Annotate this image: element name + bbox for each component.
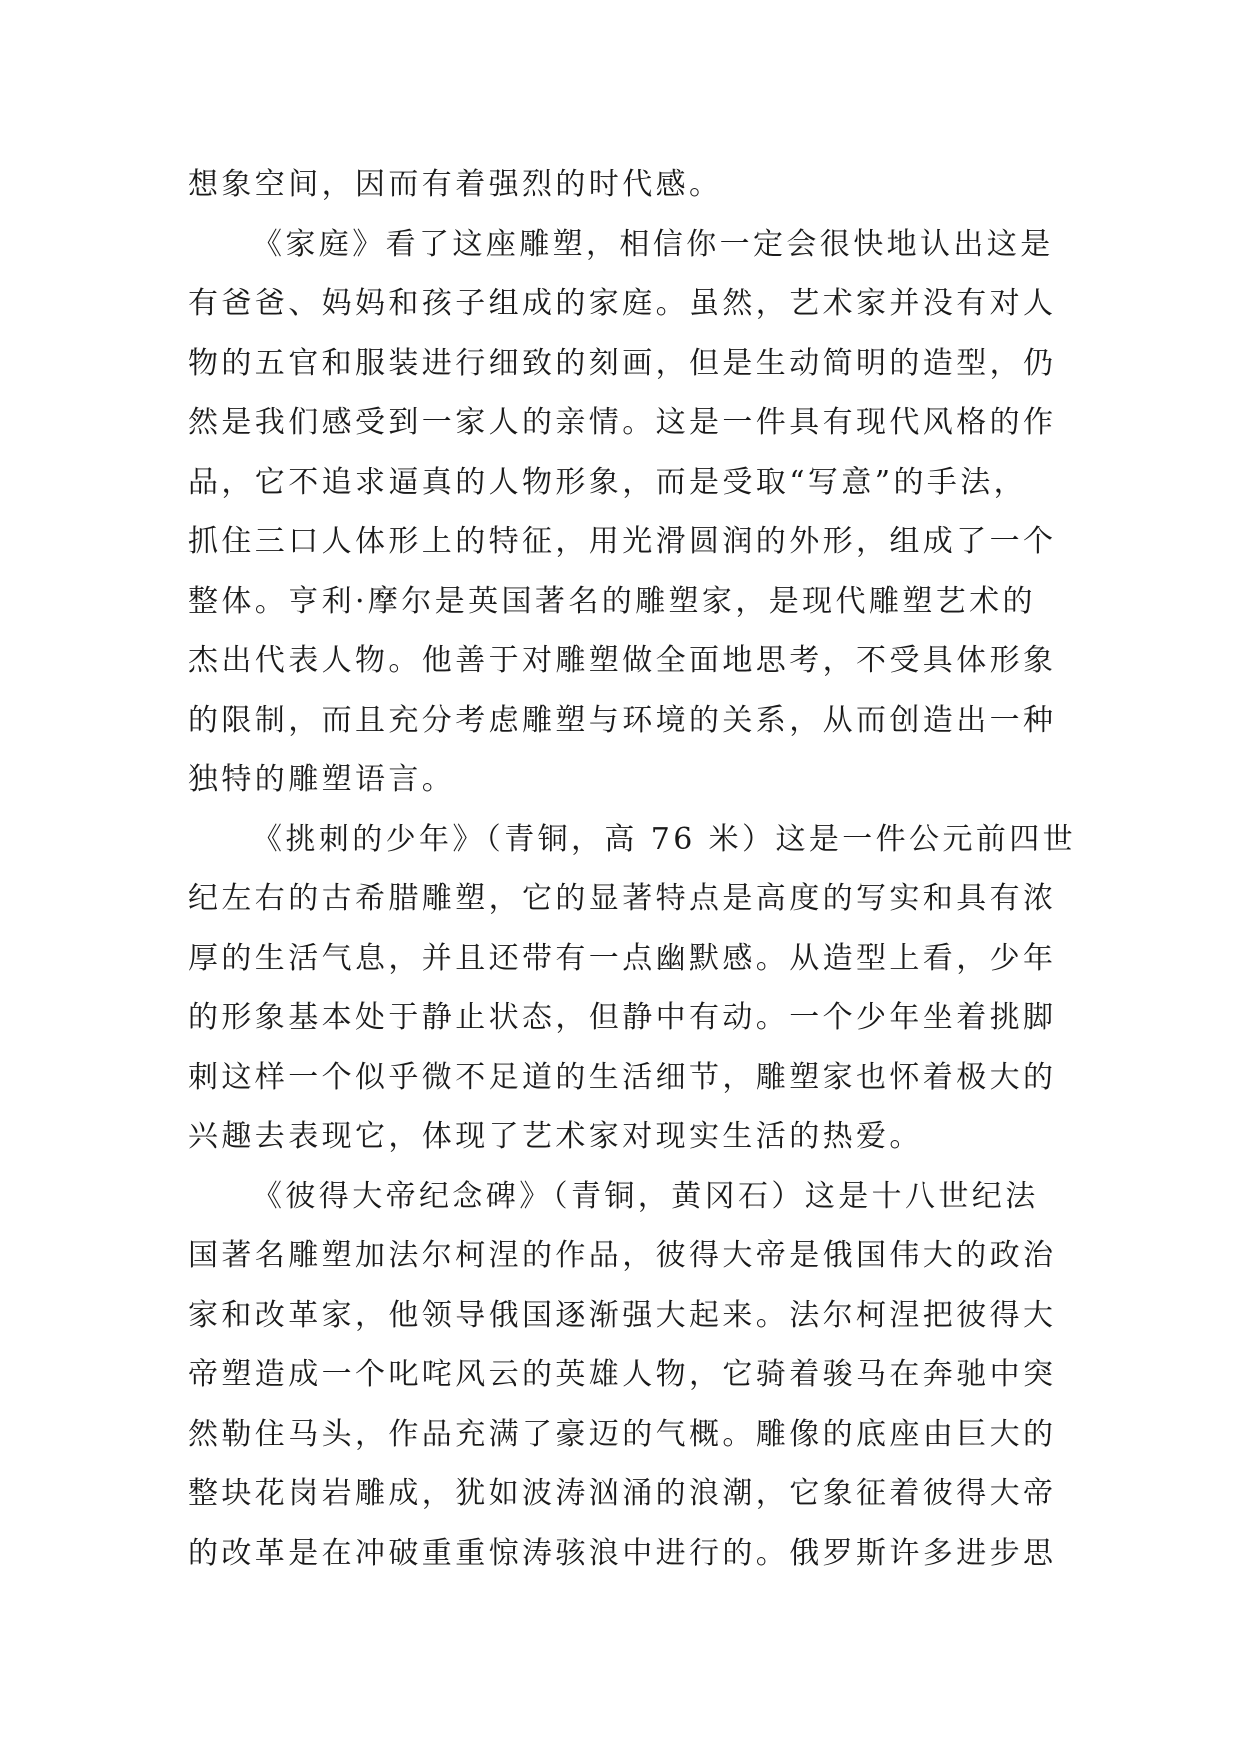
text-line: 厚的生活气息，并且还带有一点幽默感。从造型上看，少年 [188, 940, 1057, 976]
text-line: 品，它不追求逼真的人物形象，而是受取“写意”的手法， [188, 464, 1028, 500]
text-line: 的改革是在冲破重重惊涛骇浪中进行的。俄罗斯许多进步思 [188, 1535, 1057, 1571]
text-line: 想象空间，因而有着强烈的时代感。 [188, 167, 723, 202]
text-line: 兴趣去表现它，体现了艺术家对现实生活的热爱。 [188, 1119, 923, 1154]
text-line: 《挑刺的少年》（青铜，高 76 米）这是一件公元前四世 [252, 821, 1077, 857]
text-line: 帝塑造成一个叱咤风云的英雄人物，它骑着骏马在奔驰中突 [188, 1357, 1057, 1392]
text-line: 整块花岗岩雕成，犹如波涛汹涌的浪潮，它象征着彼得大帝 [188, 1476, 1057, 1511]
text-line: 杰出代表人物。他善于对雕塑做全面地思考，不受具体形象 [188, 643, 1057, 678]
text-line: 的限制，而且充分考虑雕塑与环境的关系，从而创造出一种 [188, 702, 1057, 738]
text-line: 纪左右的古希腊雕塑，它的显著特点是高度的写实和具有浓 [188, 881, 1057, 916]
text-line: 然是我们感受到一家人的亲情。这是一件具有现代风格的作 [188, 405, 1057, 440]
text-line: 独特的雕塑语言。 [188, 762, 456, 797]
text-line: 然勒住马头，作品充满了豪迈的气概。雕像的底座由巨大的 [188, 1416, 1057, 1452]
text-line: 《彼得大帝纪念碑》（青铜，黄冈石）这是十八世纪法 [252, 1178, 1039, 1214]
text-line: 国著名雕塑加法尔柯涅的作品，彼得大帝是俄国伟大的政治 [188, 1238, 1057, 1273]
text-line: 《家庭》看了这座雕塑，相信你一定会很快地认出这是 [252, 226, 1054, 262]
text-line: 家和改革家，他领导俄国逐渐强大起来。法尔柯涅把彼得大 [188, 1297, 1057, 1333]
document-body [188, 155, 1077, 1583]
text-line: 有爸爸、妈妈和孩子组成的家庭。虽然，艺术家并没有对人 [188, 286, 1057, 321]
text-line: 刺这样一个似乎微不足道的生活细节，雕塑家也怀着极大的 [188, 1059, 1057, 1095]
text-line: 的形象基本处于静止状态，但静中有动。一个少年坐着挑脚 [188, 1000, 1057, 1035]
text-line: 物的五官和服装进行细致的刻画，但是生动简明的造型，仍 [188, 345, 1057, 381]
text-line: 抓住三口人体形上的特征，用光滑圆润的外形，组成了一个 [188, 524, 1057, 559]
text-line: 整体。亨利·摩尔是英国著名的雕塑家，是现代雕塑艺术的 [188, 583, 1036, 619]
